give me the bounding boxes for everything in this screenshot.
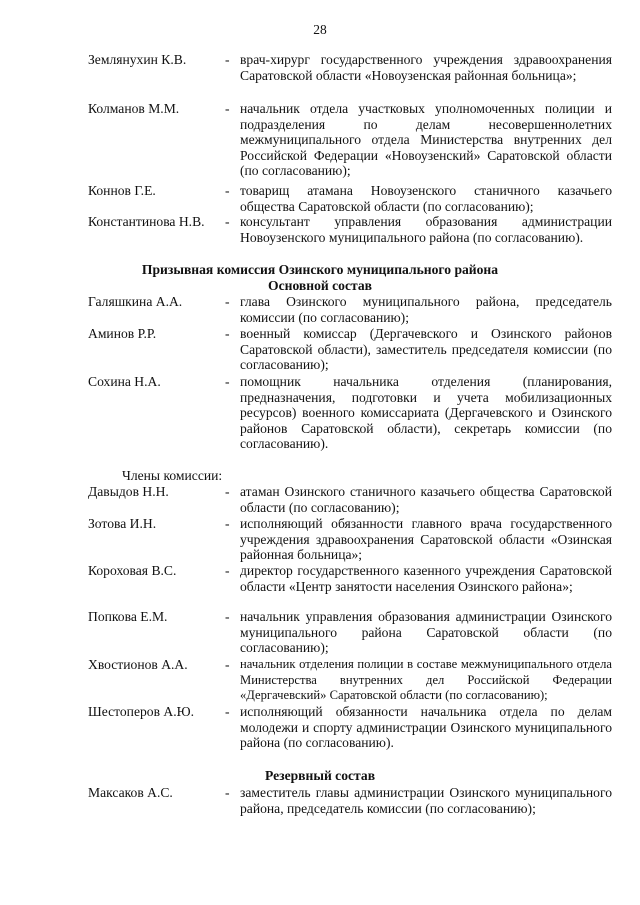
member-position: атаман Озинского станичного казачьего общества Саратовской области (по согласованию);: [240, 484, 612, 515]
member-position: исполняющий обязанности начальника отдела по делам молодежи и спорту администрации Озинского муниципального района (по согласованию).: [240, 704, 612, 751]
dash-separator: -: [225, 294, 230, 309]
main-composition-title: Основной состав: [268, 278, 372, 293]
dash-separator: -: [225, 374, 230, 389]
dash-separator: -: [225, 704, 230, 719]
dash-separator: -: [225, 52, 230, 67]
dash-separator: -: [225, 657, 230, 672]
section-title: Призывная комиссия Озинского муниципального района: [141, 262, 499, 277]
member-position: исполняющий обязанности главного врача государственного учреждения здравоохранения Саратовской области «Озинская районная больница»;: [240, 516, 612, 563]
dash-separator: -: [225, 326, 230, 341]
member-name: Землянухин К.В.: [88, 52, 187, 67]
member-name: Давыдов Н.Н.: [88, 484, 169, 499]
member-position: товарищ атамана Новоузенского станичного казачьего общества Саратовской области (по согласованию);: [240, 183, 612, 214]
member-position: помощник начальника отделения (планирования, предназначения, подготовки и учета мобилизационных ресурсов) военного комиссариата (Дергачевского и Озинского районов Саратовской области), секретарь комиссии (по согласованию).: [240, 374, 612, 452]
member-name: Коннов Г.Е.: [88, 183, 156, 198]
dash-separator: -: [225, 609, 230, 624]
dash-separator: -: [225, 516, 230, 531]
reserve-title: Резервный состав: [264, 768, 376, 783]
dash-separator: -: [225, 563, 230, 578]
member-name: Попкова Е.М.: [88, 609, 168, 624]
member-position: начальник отдела участковых уполномоченных полиции и подразделения по делам несовершеннолетних межмуниципального отдела Министерства внутренних дел Российской Федерации «Новоузенский» Саратовской области (по согласованию);: [240, 101, 612, 179]
member-position: военный комиссар (Дергачевского и Озинского районов Саратовской области), заместитель председателя комиссии (по согласованию);: [240, 326, 612, 373]
member-position: врач-хирург государственного учреждения здравоохранения Саратовской области «Новоузенская районная больница»;: [240, 52, 612, 83]
member-position: начальник управления образования администрации Озинского муниципального района Саратовской области (по согласованию);: [240, 609, 612, 656]
dash-separator: -: [225, 484, 230, 499]
member-name: Аминов Р.Р.: [88, 326, 157, 341]
dash-separator: -: [225, 101, 230, 116]
dash-separator: -: [225, 214, 230, 229]
member-name: Галяшкина А.А.: [88, 294, 183, 309]
page-number: 28: [313, 22, 327, 37]
dash-separator: -: [225, 785, 230, 800]
member-name: Сохина Н.А.: [88, 374, 161, 389]
member-name: Константинова Н.В.: [88, 214, 205, 229]
members-label: Члены комиссии:: [122, 468, 223, 483]
member-position: начальник отделения полиции в составе межмуниципального отдела Министерства внутренних дел Российской Федерации «Дергачевский» Саратовской области (по согласованию);: [240, 657, 612, 703]
member-name: Хвостионов А.А.: [88, 657, 188, 672]
member-position: заместитель главы администрации Озинского муниципального района, председатель комиссии (по согласованию);: [240, 785, 612, 816]
member-name: Короховая В.С.: [88, 563, 177, 578]
member-name: Шестоперов А.Ю.: [88, 704, 194, 719]
member-position: директор государственного казенного учреждения Саратовской области «Центр занятости населения Озинского района»;: [240, 563, 612, 594]
member-name: Зотова И.Н.: [88, 516, 157, 531]
dash-separator: -: [225, 183, 230, 198]
member-position: консультант управления образования администрации Новоузенского муниципального района (по согласованию).: [240, 214, 612, 245]
member-name: Максаков А.С.: [88, 785, 173, 800]
member-position: глава Озинского муниципального района, председатель комиссии (по согласованию);: [240, 294, 612, 325]
member-name: Колманов М.М.: [88, 101, 180, 116]
